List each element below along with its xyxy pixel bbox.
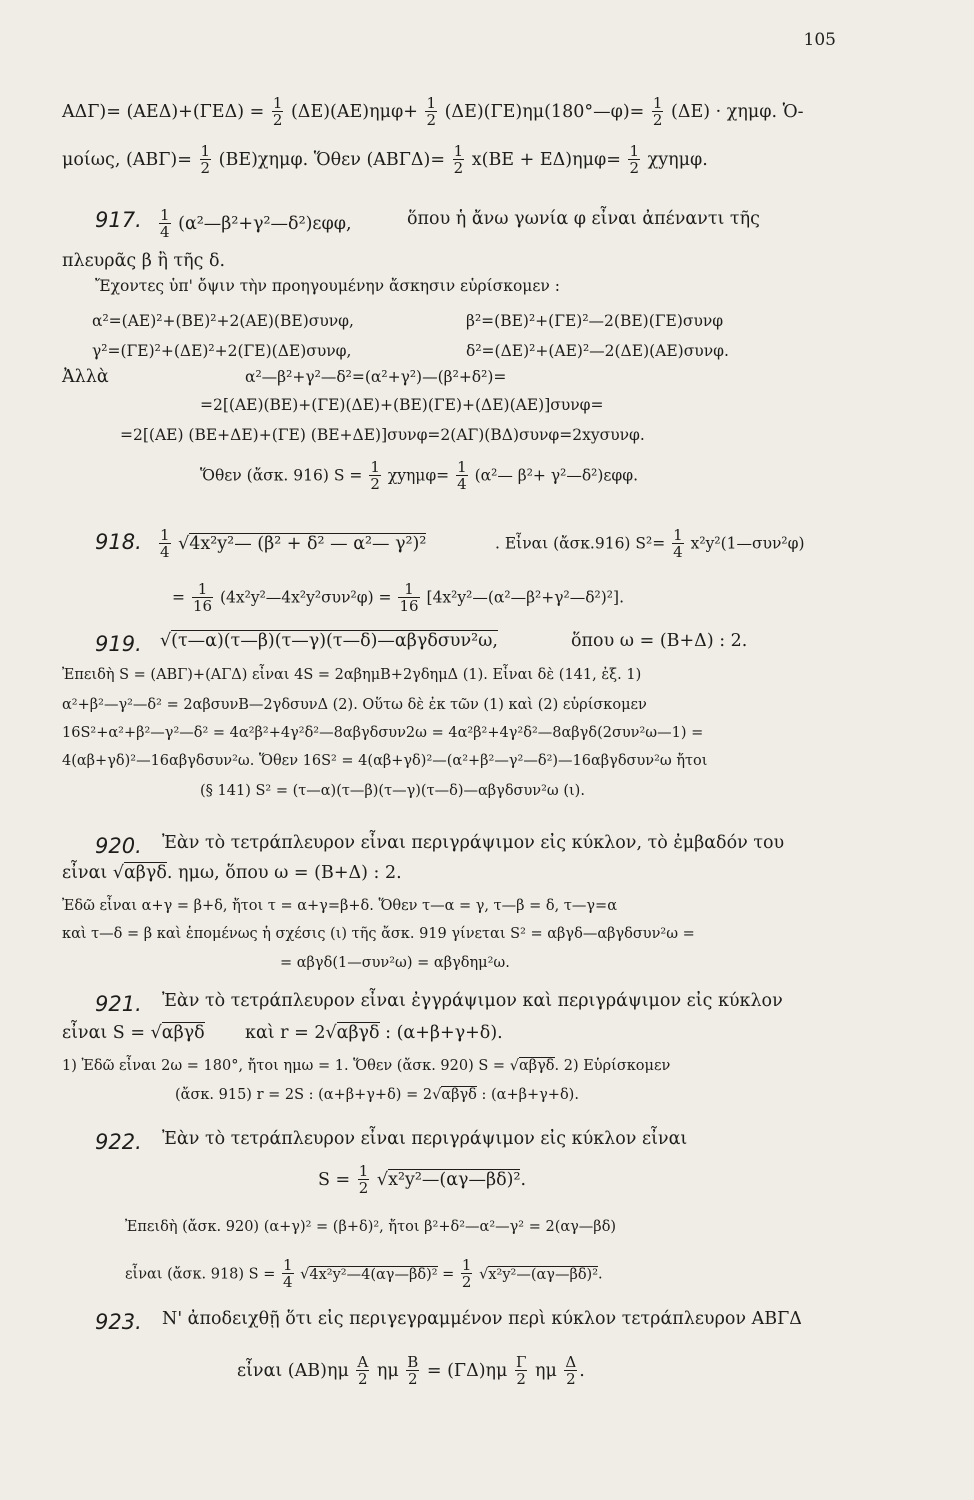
exercise-number-920: 920. bbox=[95, 834, 142, 858]
text: [4x²y²—(α²—β²+γ²—δ²)²]. bbox=[426, 588, 624, 607]
text: χyημφ= bbox=[387, 466, 450, 485]
text: εἶναι S = bbox=[62, 1023, 146, 1043]
text: (ΒΕ)χημφ. Ὅθεν (ΑΒΓΔ)= bbox=[218, 150, 446, 170]
text-line bbox=[172, 582, 624, 615]
text: ΑΔΓ)= (ΑΕΔ)+(ΓΕΔ) = bbox=[62, 102, 265, 122]
text-line: α²+β²—γ²—δ² = 2αβσυνΒ—2γδσυνΔ (2). Οὕτω δὲ ἐκ τῶν (1) καὶ (2) εὑρίσκομεν bbox=[62, 697, 647, 713]
text-line bbox=[62, 144, 708, 177]
text-line bbox=[245, 1022, 503, 1044]
text-line: α²=(ΑΕ)²+(ΒΕ)²+2(ΑΕ)(ΒΕ)συνφ, bbox=[92, 312, 354, 330]
text-line: 4(αβ+γδ)²—16αβγδσυν²ω. Ὅθεν 16S² = 4(αβ+γδ)²—(α²+β²—γ²—δ²)—16αβγδσυν²ω ἤτοι bbox=[62, 753, 708, 769]
text: (ΔΕ) · χημφ. Ὁ- bbox=[671, 102, 804, 122]
root-sign: √ bbox=[432, 1087, 442, 1103]
text-line: β²=(ΒΕ)²+(ΓΕ)²—2(ΒΕ)(ΓΕ)συνφ bbox=[466, 312, 724, 330]
text: εἶναι (ἄσκ. 918) S = bbox=[125, 1266, 276, 1283]
text-line bbox=[175, 1084, 579, 1106]
text-line bbox=[160, 630, 498, 652]
text: 1) Ἐδῶ εἶναι 2ω = 180°, ἤτοι ημω = 1. Ὅθεν (ἄσκ. 920) S = bbox=[62, 1058, 506, 1074]
text: = bbox=[172, 588, 185, 607]
fraction: $\frac{1}{2}$ bbox=[652, 94, 663, 129]
text: x²y²(1—συν²φ) bbox=[690, 534, 805, 553]
text: . ημω, ὅπου ω = (Β+Δ) : 2. bbox=[166, 863, 402, 883]
text: μοίως, (ΑΒΓ)= bbox=[62, 150, 192, 170]
fraction: $\frac{1}{2}$ bbox=[370, 458, 380, 493]
exercise-number-919: 919. bbox=[95, 632, 142, 656]
text-line: Ἐπειδὴ (ἄσκ. 920) (α+γ)² = (β+δ)², ἤτοι β²+δ²—α²—γ² = 2(αγ—βδ) bbox=[125, 1219, 617, 1235]
text-line bbox=[125, 1258, 603, 1291]
text-line: α²—β²+γ²—δ²=(α²+γ²)—(β²+δ²)= bbox=[245, 368, 507, 386]
text: Ὅθεν (ἄσκ. 916) S = bbox=[200, 466, 363, 485]
radicand: 4x²y²— (β² + δ² — α²— γ²)² bbox=[189, 534, 427, 554]
text-line: δ²=(ΔΕ)²+(ΑΕ)²—2(ΔΕ)(ΑΕ)συνφ. bbox=[466, 342, 729, 360]
fraction: $\frac{1}{2}$ bbox=[272, 94, 283, 129]
text: (ἄσκ. 915) r = 2S : (α+β+γ+δ) = 2 bbox=[175, 1087, 433, 1103]
text-line: Ἐὰν τὸ τετράπλευρον εἶναι περιγράψιμον εἰς κύκλον εἶναι bbox=[162, 1129, 688, 1149]
exercise-number-923: 923. bbox=[95, 1310, 142, 1334]
text-line: Ἐδῶ εἶναι α+γ = β+δ, ἤτοι τ = α+γ=β+δ. Ὅθεν τ—α = γ, τ—β = δ, τ—γ=α bbox=[62, 898, 618, 914]
text-line bbox=[157, 208, 352, 241]
fraction: $\frac{1}{4}$ bbox=[282, 1256, 293, 1291]
text-line: ὅπου ω = (Β+Δ) : 2. bbox=[571, 631, 748, 651]
text: x(ΒΕ + ΕΔ)ημφ= bbox=[471, 150, 621, 170]
text: ημ bbox=[534, 1361, 557, 1381]
text: εἶναι bbox=[62, 863, 108, 883]
text: καὶ r = 2 bbox=[245, 1023, 326, 1043]
radicand: αβγδ bbox=[336, 1023, 380, 1043]
root-sign: √ bbox=[178, 534, 190, 554]
text-line: (§ 141) S² = (τ—α)(τ—β)(τ—γ)(τ—δ)—αβγδσυν²ω (ι). bbox=[200, 783, 585, 799]
text: (4x²y²—4x²y²συν²φ) = bbox=[219, 588, 392, 607]
text-line: Ἔχοντες ὑπ' ὄψιν τὴν προηγουμένην ἄσκησιν εὑρίσκομεν : bbox=[95, 277, 560, 295]
text: (ΔΕ)(ΓΕ)ημ(180°—φ)= bbox=[444, 102, 645, 122]
fraction: $\frac{1}{4}$ bbox=[160, 526, 170, 561]
exercise-number-922: 922. bbox=[95, 1130, 142, 1154]
fraction: $\frac{1}{4}$ bbox=[160, 206, 170, 241]
fraction: $\frac{1}{2}$ bbox=[426, 94, 437, 129]
text-line bbox=[62, 1055, 670, 1077]
radicand: αβγδ bbox=[123, 863, 167, 883]
fraction: $\frac{1}{2}$ bbox=[358, 1162, 369, 1197]
root-sign: √ bbox=[300, 1266, 310, 1283]
text: = (ΓΔ)ημ bbox=[426, 1361, 508, 1381]
text-line: Ἐὰν τὸ τετράπλευρον εἶναι περιγράψιμον εἰς κύκλον, τὸ ἐμβαδόν του bbox=[162, 833, 785, 853]
radicand: αβγδ bbox=[161, 1023, 205, 1043]
root-sign: √ bbox=[112, 863, 124, 883]
radicand: αβγδ bbox=[518, 1058, 555, 1074]
fraction: $\frac{\Gamma}{2}$ bbox=[515, 1353, 527, 1388]
root-sign: √ bbox=[325, 1023, 337, 1043]
fraction: $\frac{1}{2}$ bbox=[200, 142, 211, 177]
radicand: x²y²—(αγ—βδ)² bbox=[488, 1266, 599, 1283]
fraction: $\frac{1}{2}$ bbox=[629, 142, 640, 177]
text-line: Ἀλλὰ bbox=[62, 367, 109, 387]
text-line bbox=[237, 1355, 585, 1388]
fraction: $\frac{1}{2}$ bbox=[461, 1256, 472, 1291]
text: (ΔΕ)(ΑΕ)ημφ+ bbox=[290, 102, 418, 122]
text-line: καὶ τ—δ = β καὶ ἑπομένως ἡ σχέσις (ι) τῆς ἄσκ. 919 γίνεται S² = αβγδ—αβγδσυν²ω = bbox=[62, 926, 695, 942]
exercise-number-917: 917. bbox=[95, 208, 142, 232]
fraction: $\frac{A}{2}$ bbox=[357, 1353, 369, 1388]
fraction: $\frac{\Delta}{2}$ bbox=[565, 1353, 577, 1388]
text-line bbox=[62, 96, 804, 129]
radicand: 4x²y²—4(αγ—βδ)² bbox=[309, 1266, 438, 1283]
text-line: =2[(ΑΕ)(ΒΕ)+(ΓΕ)(ΔΕ)+(ΒΕ)(ΓΕ)+(ΔΕ)(ΑΕ)]συνφ= bbox=[200, 396, 604, 414]
text-line: 16S²+α²+β²—γ²—δ² = 4α²β²+4γ²δ²—8αβγδσυν2ω = 4α²β²+4γ²δ²—8αβγδ(2συν²ω—1) = bbox=[62, 725, 704, 741]
text: ημ bbox=[376, 1361, 399, 1381]
text: . 2) Εὑρίσκομεν bbox=[554, 1058, 671, 1074]
fraction: $\frac{1}{2}$ bbox=[453, 142, 464, 177]
root-sign: √ bbox=[509, 1058, 519, 1074]
text-line bbox=[62, 862, 402, 884]
text-line bbox=[495, 528, 805, 561]
text-line: γ²=(ΓΕ)²+(ΔΕ)²+2(ΓΕ)(ΔΕ)συνφ, bbox=[92, 342, 352, 360]
text-line: = αβγδ(1—συν²ω) = αβγδημ²ω. bbox=[280, 955, 510, 971]
text: εἶναι (ΑΒ)ημ bbox=[237, 1361, 349, 1381]
text: S = bbox=[318, 1170, 351, 1190]
page-number: 105 bbox=[803, 30, 836, 50]
radicand: αβγδ bbox=[441, 1087, 477, 1103]
text: . bbox=[520, 1170, 527, 1190]
text-line: πλευρᾶς β ἢ τῆς δ. bbox=[62, 251, 226, 271]
text: . Εἶναι (ἄσκ.916) S²= bbox=[495, 534, 666, 553]
text-line: Ν' ἀποδειχθῇ ὅτι εἰς περιγεγραμμένον περὶ κύκλον τετράπλευρον ΑΒΓΔ bbox=[162, 1309, 802, 1329]
root-sign: √ bbox=[160, 631, 172, 651]
root-sign: √ bbox=[479, 1266, 489, 1283]
fraction: $\frac{1}{4}$ bbox=[457, 458, 467, 493]
text: = bbox=[442, 1266, 455, 1283]
radicand: x²y²—(αγ—βδ)² bbox=[388, 1170, 521, 1190]
text: : (α+β+γ+δ). bbox=[385, 1023, 503, 1043]
text-line: ὅπου ἡ ἄνω γωνία φ εἶναι ἀπέναντι τῆς bbox=[407, 209, 760, 229]
text-line: =2[(ΑΕ) (ΒΕ+ΔΕ)+(ΓΕ) (ΒΕ+ΔΕ)]συνφ=2(ΑΓ)(ΒΔ)συνφ=2xyσυνφ. bbox=[120, 426, 645, 444]
text: . bbox=[579, 1361, 585, 1381]
text-line bbox=[157, 528, 426, 561]
fraction: $\frac{B}{2}$ bbox=[407, 1353, 419, 1388]
text: (α²— β²+ γ²—δ²)εφφ. bbox=[474, 466, 639, 485]
text-line bbox=[62, 1022, 205, 1044]
text: χyημφ. bbox=[647, 150, 708, 170]
text: : (α+β+γ+δ). bbox=[481, 1087, 579, 1103]
exercise-number-921: 921. bbox=[95, 992, 142, 1016]
text-line: Ἐὰν τὸ τετράπλευρον εἶναι ἐγγράψιμον καὶ περιγράψιμον εἰς κύκλον bbox=[162, 991, 783, 1011]
text-line bbox=[200, 460, 638, 493]
radicand: (τ—α)(τ—β)(τ—γ)(τ—δ)—αβγδσυν²ω, bbox=[171, 631, 498, 651]
exercise-number-918: 918. bbox=[95, 530, 142, 554]
fraction: $\frac{1}{16}$ bbox=[399, 580, 419, 615]
fraction: $\frac{1}{16}$ bbox=[192, 580, 213, 615]
text: (α²—β²+γ²—δ²)εφφ, bbox=[178, 214, 352, 234]
fraction: $\frac{1}{4}$ bbox=[673, 526, 683, 561]
text-line: Ἐπειδὴ S = (ΑΒΓ)+(ΑΓΔ) εἶναι 4S = 2αβημΒ+2γδημΔ (1). Εἶναι δὲ (141, ἐξ. 1) bbox=[62, 667, 642, 683]
root-sign: √ bbox=[150, 1023, 162, 1043]
text-line bbox=[318, 1164, 526, 1197]
root-sign: √ bbox=[376, 1170, 389, 1190]
text: . bbox=[598, 1266, 603, 1283]
